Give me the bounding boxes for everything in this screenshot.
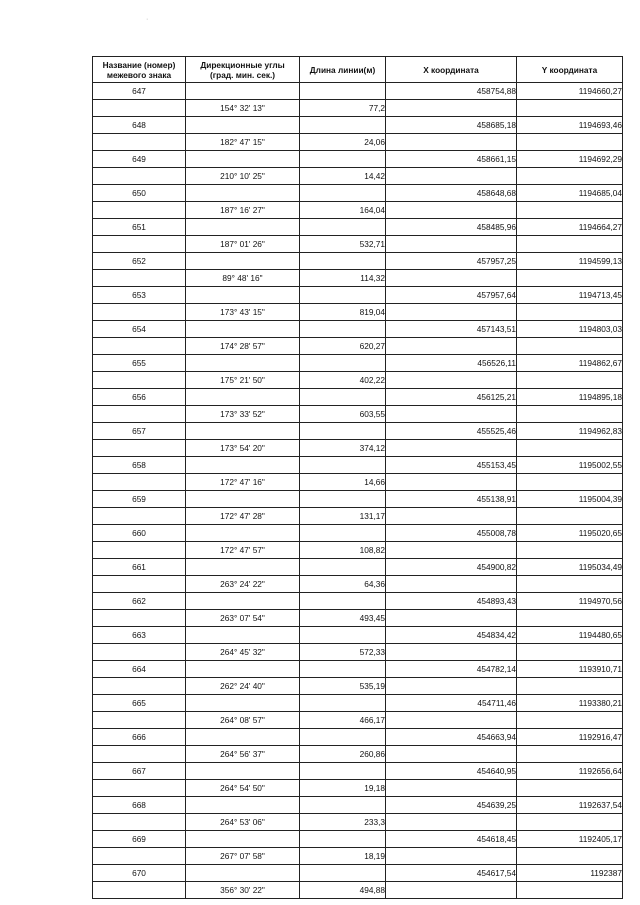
- x-coordinate-cell: 455008,78: [386, 525, 517, 542]
- length-cell: [300, 763, 386, 780]
- x-coordinate-cell: 458648,68: [386, 185, 517, 202]
- length-cell: 603,55: [300, 406, 386, 423]
- table-row-point: [93, 219, 623, 236]
- y-coordinate-cell: 1195020,65: [517, 525, 623, 542]
- table-row-segment: [93, 814, 623, 831]
- x-coordinate-cell: 456125,21: [386, 389, 517, 406]
- mark-name-cell: 663: [93, 627, 186, 644]
- length-cell: 164,04: [300, 202, 386, 219]
- x-coordinate-cell: 454640,95: [386, 763, 517, 780]
- table-row-point: [93, 287, 623, 304]
- x-coordinate-cell: [386, 882, 517, 899]
- angle-cell: 264° 54' 50": [186, 780, 300, 797]
- header-x-coordinate: X координата: [386, 57, 517, 83]
- length-cell: [300, 321, 386, 338]
- angle-cell: 154° 32' 13": [186, 100, 300, 117]
- mark-name-cell: [93, 576, 186, 593]
- angle-cell: [186, 389, 300, 406]
- y-coordinate-cell: [517, 746, 623, 763]
- mark-name-cell: [93, 474, 186, 491]
- y-coordinate-cell: 1194895,18: [517, 389, 623, 406]
- mark-name-cell: [93, 202, 186, 219]
- x-coordinate-cell: 457957,64: [386, 287, 517, 304]
- y-coordinate-cell: [517, 712, 623, 729]
- angle-cell: [186, 83, 300, 100]
- length-cell: [300, 865, 386, 882]
- y-coordinate-cell: [517, 236, 623, 253]
- y-coordinate-cell: [517, 406, 623, 423]
- y-coordinate-cell: 1193380,21: [517, 695, 623, 712]
- header-line-length: Длина линии(м): [300, 57, 386, 83]
- table-row-segment: [93, 474, 623, 491]
- x-coordinate-cell: [386, 542, 517, 559]
- x-coordinate-cell: 454834,42: [386, 627, 517, 644]
- mark-name-cell: 667: [93, 763, 186, 780]
- x-coordinate-cell: [386, 134, 517, 151]
- y-coordinate-cell: [517, 882, 623, 899]
- y-coordinate-cell: 1194660,27: [517, 83, 623, 100]
- x-coordinate-cell: [386, 338, 517, 355]
- length-cell: 14,42: [300, 168, 386, 185]
- y-coordinate-cell: 1194692,29: [517, 151, 623, 168]
- angle-cell: [186, 763, 300, 780]
- y-coordinate-cell: [517, 576, 623, 593]
- x-coordinate-cell: [386, 168, 517, 185]
- mark-name-cell: [93, 236, 186, 253]
- length-cell: [300, 287, 386, 304]
- angle-cell: [186, 117, 300, 134]
- y-coordinate-cell: [517, 372, 623, 389]
- mark-name-cell: [93, 780, 186, 797]
- length-cell: [300, 253, 386, 270]
- x-coordinate-cell: [386, 576, 517, 593]
- mark-name-cell: [93, 678, 186, 695]
- length-cell: [300, 831, 386, 848]
- angle-cell: [186, 491, 300, 508]
- table-body: [93, 83, 623, 899]
- mark-name-cell: 668: [93, 797, 186, 814]
- x-coordinate-cell: 454618,45: [386, 831, 517, 848]
- x-coordinate-cell: [386, 236, 517, 253]
- x-coordinate-cell: [386, 746, 517, 763]
- mark-name-cell: 653: [93, 287, 186, 304]
- table-row-segment: [93, 610, 623, 627]
- angle-cell: [186, 593, 300, 610]
- angle-cell: [186, 831, 300, 848]
- table-row-segment: [93, 100, 623, 117]
- header-y-coordinate: Y координата: [517, 57, 623, 83]
- table-row-segment: [93, 202, 623, 219]
- length-cell: [300, 219, 386, 236]
- table-row-segment: [93, 780, 623, 797]
- y-coordinate-cell: [517, 474, 623, 491]
- length-cell: [300, 661, 386, 678]
- table-row-point: [93, 831, 623, 848]
- table-row-point: [93, 865, 623, 882]
- angle-cell: 173° 33' 52": [186, 406, 300, 423]
- length-cell: 233,3: [300, 814, 386, 831]
- y-coordinate-cell: [517, 100, 623, 117]
- y-coordinate-cell: 1192405,17: [517, 831, 623, 848]
- angle-cell: [186, 559, 300, 576]
- y-coordinate-cell: 1194664,27: [517, 219, 623, 236]
- length-cell: 532,71: [300, 236, 386, 253]
- y-coordinate-cell: 1194803,03: [517, 321, 623, 338]
- x-coordinate-cell: [386, 610, 517, 627]
- length-cell: [300, 559, 386, 576]
- x-coordinate-cell: [386, 814, 517, 831]
- angle-cell: [186, 423, 300, 440]
- angle-cell: [186, 321, 300, 338]
- length-cell: 466,17: [300, 712, 386, 729]
- angle-cell: 175° 21' 50": [186, 372, 300, 389]
- mark-name-cell: 654: [93, 321, 186, 338]
- mark-name-cell: 648: [93, 117, 186, 134]
- length-cell: 14,66: [300, 474, 386, 491]
- x-coordinate-cell: 458661,15: [386, 151, 517, 168]
- x-coordinate-cell: 458685,18: [386, 117, 517, 134]
- length-cell: 77,2: [300, 100, 386, 117]
- y-coordinate-cell: [517, 848, 623, 865]
- y-coordinate-cell: [517, 202, 623, 219]
- length-cell: 131,17: [300, 508, 386, 525]
- angle-cell: 263° 24' 22": [186, 576, 300, 593]
- angle-cell: 264° 56' 37": [186, 746, 300, 763]
- length-cell: 18,19: [300, 848, 386, 865]
- angle-cell: 89° 48' 16": [186, 270, 300, 287]
- table-row-segment: [93, 304, 623, 321]
- x-coordinate-cell: 457143,51: [386, 321, 517, 338]
- angle-cell: 356° 30' 22": [186, 882, 300, 899]
- table-row-segment: [93, 712, 623, 729]
- table-row-point: [93, 525, 623, 542]
- y-coordinate-cell: 1194962,83: [517, 423, 623, 440]
- y-coordinate-cell: 1192656,64: [517, 763, 623, 780]
- angle-cell: 173° 43' 15": [186, 304, 300, 321]
- length-cell: [300, 355, 386, 372]
- angle-cell: 172° 47' 16": [186, 474, 300, 491]
- mark-name-cell: 661: [93, 559, 186, 576]
- y-coordinate-cell: [517, 780, 623, 797]
- mark-name-cell: 651: [93, 219, 186, 236]
- length-cell: [300, 389, 386, 406]
- length-cell: 374,12: [300, 440, 386, 457]
- table-row-point: [93, 151, 623, 168]
- table-row-segment: [93, 168, 623, 185]
- table-row-segment: [93, 508, 623, 525]
- angle-cell: 210° 10' 25": [186, 168, 300, 185]
- x-coordinate-cell: [386, 780, 517, 797]
- mark-name-cell: 657: [93, 423, 186, 440]
- mark-name-cell: 649: [93, 151, 186, 168]
- table-row-segment: [93, 746, 623, 763]
- table-row-segment: [93, 848, 623, 865]
- table-row-segment: [93, 372, 623, 389]
- mark-name-cell: 669: [93, 831, 186, 848]
- length-cell: [300, 151, 386, 168]
- table-row-segment: [93, 270, 623, 287]
- table-row-point: [93, 559, 623, 576]
- angle-cell: 182° 47' 15": [186, 134, 300, 151]
- y-coordinate-cell: 1193910,71: [517, 661, 623, 678]
- mark-name-cell: 652: [93, 253, 186, 270]
- table-row-point: [93, 491, 623, 508]
- y-coordinate-cell: [517, 814, 623, 831]
- x-coordinate-cell: [386, 304, 517, 321]
- y-coordinate-cell: 1194599,13: [517, 253, 623, 270]
- angle-cell: 267° 07' 58": [186, 848, 300, 865]
- angle-cell: [186, 355, 300, 372]
- x-coordinate-cell: [386, 712, 517, 729]
- table-row-point: [93, 321, 623, 338]
- x-coordinate-cell: 455525,46: [386, 423, 517, 440]
- x-coordinate-cell: [386, 474, 517, 491]
- length-cell: [300, 627, 386, 644]
- x-coordinate-cell: 454639,25: [386, 797, 517, 814]
- mark-name-cell: 666: [93, 729, 186, 746]
- x-coordinate-cell: 457957,25: [386, 253, 517, 270]
- length-cell: [300, 457, 386, 474]
- table-row-segment: [93, 678, 623, 695]
- mark-name-cell: 658: [93, 457, 186, 474]
- length-cell: 19,18: [300, 780, 386, 797]
- table-row-point: [93, 797, 623, 814]
- y-coordinate-cell: 1194862,67: [517, 355, 623, 372]
- table-row-point: [93, 253, 623, 270]
- length-cell: [300, 729, 386, 746]
- y-coordinate-cell: [517, 270, 623, 287]
- length-cell: 620,27: [300, 338, 386, 355]
- table-row-point: [93, 423, 623, 440]
- y-coordinate-cell: 1195004,39: [517, 491, 623, 508]
- y-coordinate-cell: [517, 610, 623, 627]
- mark-name-cell: [93, 712, 186, 729]
- x-coordinate-cell: [386, 406, 517, 423]
- table-row-segment: [93, 542, 623, 559]
- x-coordinate-cell: [386, 270, 517, 287]
- mark-name-cell: [93, 440, 186, 457]
- table-row-segment: [93, 236, 623, 253]
- y-coordinate-cell: [517, 440, 623, 457]
- y-coordinate-cell: 1192637,54: [517, 797, 623, 814]
- length-cell: [300, 117, 386, 134]
- mark-name-cell: [93, 270, 186, 287]
- x-coordinate-cell: 456526,11: [386, 355, 517, 372]
- mark-name-cell: 665: [93, 695, 186, 712]
- mark-name-cell: 659: [93, 491, 186, 508]
- header-boundary-mark-name: Название (номер) межевого знака: [93, 57, 186, 83]
- table-row-point: [93, 695, 623, 712]
- scan-mark: ·: [146, 16, 149, 23]
- mark-name-cell: [93, 610, 186, 627]
- table-row-point: [93, 185, 623, 202]
- mark-name-cell: [93, 542, 186, 559]
- length-cell: [300, 423, 386, 440]
- mark-name-cell: [93, 100, 186, 117]
- y-coordinate-cell: 1194713,45: [517, 287, 623, 304]
- angle-cell: 262° 24' 40": [186, 678, 300, 695]
- x-coordinate-cell: [386, 372, 517, 389]
- length-cell: [300, 83, 386, 100]
- table-row-point: [93, 117, 623, 134]
- table-row-segment: [93, 134, 623, 151]
- angle-cell: 264° 08' 57": [186, 712, 300, 729]
- x-coordinate-cell: [386, 202, 517, 219]
- angle-cell: [186, 457, 300, 474]
- mark-name-cell: [93, 134, 186, 151]
- mark-name-cell: 656: [93, 389, 186, 406]
- x-coordinate-cell: 458754,88: [386, 83, 517, 100]
- y-coordinate-cell: [517, 542, 623, 559]
- mark-name-cell: [93, 644, 186, 661]
- table-row-segment: [93, 576, 623, 593]
- x-coordinate-cell: [386, 678, 517, 695]
- x-coordinate-cell: [386, 440, 517, 457]
- length-cell: [300, 185, 386, 202]
- angle-cell: [186, 185, 300, 202]
- table-row-point: [93, 593, 623, 610]
- table-row-point: [93, 457, 623, 474]
- length-cell: [300, 797, 386, 814]
- table-row-point: [93, 627, 623, 644]
- angle-cell: 264° 45' 32": [186, 644, 300, 661]
- angle-cell: [186, 219, 300, 236]
- length-cell: 108,82: [300, 542, 386, 559]
- angle-cell: [186, 525, 300, 542]
- angle-cell: 187° 16' 27": [186, 202, 300, 219]
- length-cell: 572,33: [300, 644, 386, 661]
- length-cell: 535,19: [300, 678, 386, 695]
- x-coordinate-cell: 455138,91: [386, 491, 517, 508]
- length-cell: 819,04: [300, 304, 386, 321]
- x-coordinate-cell: 454900,82: [386, 559, 517, 576]
- y-coordinate-cell: 1192916,47: [517, 729, 623, 746]
- angle-cell: [186, 865, 300, 882]
- angle-cell: 173° 54' 20": [186, 440, 300, 457]
- mark-name-cell: [93, 848, 186, 865]
- angle-cell: [186, 253, 300, 270]
- length-cell: 64,36: [300, 576, 386, 593]
- y-coordinate-cell: 1194480,65: [517, 627, 623, 644]
- y-coordinate-cell: [517, 644, 623, 661]
- table-row-segment: [93, 440, 623, 457]
- angle-cell: [186, 287, 300, 304]
- mark-name-cell: [93, 508, 186, 525]
- angle-cell: [186, 695, 300, 712]
- mark-name-cell: [93, 168, 186, 185]
- mark-name-cell: [93, 406, 186, 423]
- angle-cell: 263° 07' 54": [186, 610, 300, 627]
- boundary-coordinates-table: [92, 56, 623, 899]
- table-row-segment: [93, 882, 623, 899]
- x-coordinate-cell: 454663,94: [386, 729, 517, 746]
- x-coordinate-cell: 454711,46: [386, 695, 517, 712]
- y-coordinate-cell: [517, 168, 623, 185]
- x-coordinate-cell: 454617,54: [386, 865, 517, 882]
- angle-cell: 172° 47' 28": [186, 508, 300, 525]
- length-cell: [300, 525, 386, 542]
- x-coordinate-cell: [386, 508, 517, 525]
- length-cell: 494,88: [300, 882, 386, 899]
- table-row-point: [93, 83, 623, 100]
- angle-cell: 172° 47' 57": [186, 542, 300, 559]
- table-row-segment: [93, 644, 623, 661]
- x-coordinate-cell: [386, 644, 517, 661]
- angle-cell: [186, 627, 300, 644]
- y-coordinate-cell: [517, 678, 623, 695]
- angle-cell: 187° 01' 26": [186, 236, 300, 253]
- y-coordinate-cell: [517, 304, 623, 321]
- table-row-point: [93, 355, 623, 372]
- table-header: [93, 57, 623, 83]
- mark-name-cell: 660: [93, 525, 186, 542]
- x-coordinate-cell: [386, 100, 517, 117]
- mark-name-cell: [93, 814, 186, 831]
- x-coordinate-cell: 458485,96: [386, 219, 517, 236]
- angle-cell: 264° 53' 06": [186, 814, 300, 831]
- length-cell: 260,86: [300, 746, 386, 763]
- x-coordinate-cell: 454782,14: [386, 661, 517, 678]
- angle-cell: [186, 661, 300, 678]
- angle-cell: [186, 729, 300, 746]
- y-coordinate-cell: 1194685,04: [517, 185, 623, 202]
- table-row-segment: [93, 406, 623, 423]
- mark-name-cell: 655: [93, 355, 186, 372]
- mark-name-cell: [93, 372, 186, 389]
- x-coordinate-cell: 454893,43: [386, 593, 517, 610]
- y-coordinate-cell: [517, 508, 623, 525]
- angle-cell: [186, 151, 300, 168]
- mark-name-cell: 664: [93, 661, 186, 678]
- table-row-point: [93, 729, 623, 746]
- length-cell: 114,32: [300, 270, 386, 287]
- length-cell: [300, 491, 386, 508]
- table-row-point: [93, 661, 623, 678]
- y-coordinate-cell: 1192387: [517, 865, 623, 882]
- length-cell: 493,45: [300, 610, 386, 627]
- y-coordinate-cell: 1195034,49: [517, 559, 623, 576]
- table-row-point: [93, 763, 623, 780]
- length-cell: 24,06: [300, 134, 386, 151]
- x-coordinate-cell: 455153,45: [386, 457, 517, 474]
- y-coordinate-cell: 1194970,56: [517, 593, 623, 610]
- angle-cell: 174° 28' 57": [186, 338, 300, 355]
- y-coordinate-cell: [517, 338, 623, 355]
- mark-name-cell: 670: [93, 865, 186, 882]
- y-coordinate-cell: 1194693,46: [517, 117, 623, 134]
- x-coordinate-cell: [386, 848, 517, 865]
- length-cell: 402,22: [300, 372, 386, 389]
- length-cell: [300, 695, 386, 712]
- mark-name-cell: [93, 338, 186, 355]
- y-coordinate-cell: 1195002,55: [517, 457, 623, 474]
- mark-name-cell: 650: [93, 185, 186, 202]
- table-row-point: [93, 389, 623, 406]
- length-cell: [300, 593, 386, 610]
- y-coordinate-cell: [517, 134, 623, 151]
- mark-name-cell: 662: [93, 593, 186, 610]
- mark-name-cell: 647: [93, 83, 186, 100]
- mark-name-cell: [93, 304, 186, 321]
- angle-cell: [186, 797, 300, 814]
- mark-name-cell: [93, 882, 186, 899]
- header-directional-angles: Дирекционные углы (град. мин. сек.): [186, 57, 300, 83]
- table-row-segment: [93, 338, 623, 355]
- mark-name-cell: [93, 746, 186, 763]
